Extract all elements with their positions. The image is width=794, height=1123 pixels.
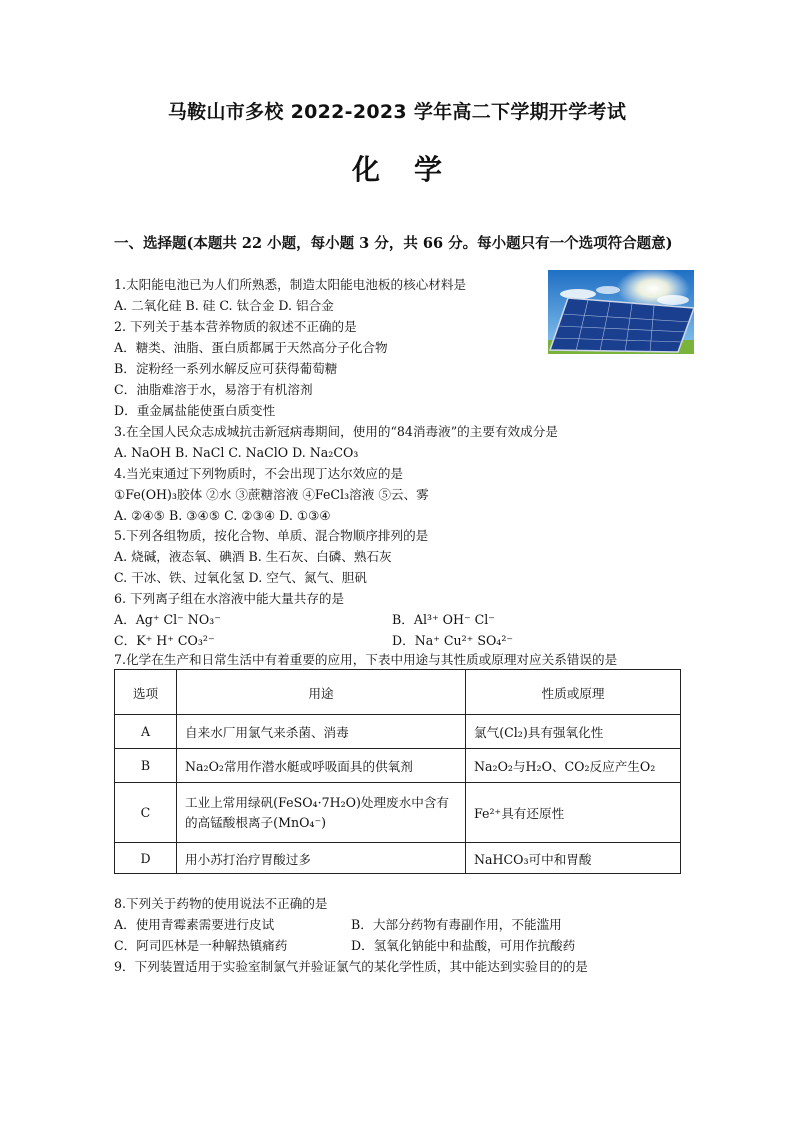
q9-stem: 9．下列装置适用于实验室制氯气并验证氯气的某化学性质，其中能达到实验目的的是 — [114, 959, 588, 974]
q7-table — [114, 669, 681, 874]
q8-option-a: A．使用青霉素需要进行皮试 — [114, 917, 275, 932]
table-header-row — [115, 670, 681, 715]
q6-stem: 6. 下列离子组在水溶液中能大量共存的是 — [114, 591, 345, 606]
table-cell: 工业上常用绿矾(FeSO₄·7H₂O)处理废水中含有的高锰酸根离子(MnO₄⁻) — [177, 783, 466, 843]
table-cell: 用小苏打治疗胃酸过多 — [177, 843, 466, 874]
q1-stem: 1.太阳能电池已为人们所熟悉，制造太阳能电池板的核心材料是 — [114, 277, 467, 292]
table-cell: Fe²⁺具有还原性 — [466, 783, 681, 843]
q6-option-b: B．Al³⁺ OH⁻ Cl⁻ — [392, 612, 495, 627]
q4-options: A. ②④⑤ B. ③④⑤ C. ②③④ D. ①③④ — [114, 508, 331, 523]
q3-options: A. NaOH B. NaCl C. NaClO D. Na₂CO₃ — [114, 445, 359, 460]
q5-options-ab: A. 烧碱，液态氧、碘酒 B. 生石灰、白磷、熟石灰 — [114, 549, 392, 564]
q3-stem: 3.在全国人民众志成城抗击新冠病毒期间，使用的“84消毒液”的主要有效成分是 — [114, 424, 558, 439]
q4-stem: 4.当光束通过下列物质时，不会出现丁达尔效应的是 — [114, 466, 404, 481]
q8-option-c: C．阿司匹林是一种解热镇痛药 — [114, 938, 288, 953]
table-row — [115, 749, 681, 783]
q6-option-a: A．Ag⁺ Cl⁻ NO₃⁻ — [114, 612, 221, 627]
table-cell: Na₂O₂与H₂O、CO₂反应产生O₂ — [466, 749, 681, 783]
solar-panel-photo — [548, 270, 694, 354]
q1-options: A. 二氧化硅 B. 硅 C. 钛合金 D. 铝合金 — [114, 298, 334, 313]
section-heading: 一、选择题(本题共 22 小题，每小题 3 分，共 66 分。每小题只有一个选项符合题意) — [114, 235, 673, 252]
q8-stem: 8.下列关于药物的使用说法不正确的是 — [114, 896, 328, 911]
table-cell: C — [115, 783, 177, 843]
exam-title: 马鞍山市多校 2022-2023 学年高二下学期开学考试 — [167, 101, 627, 123]
table-row — [115, 715, 681, 749]
q2-option-a: A．糖类、油脂、蛋白质都属于天然高分子化合物 — [114, 340, 388, 355]
table-cell: B — [115, 749, 177, 783]
q6-option-d: D．Na⁺ Cu²⁺ SO₄²⁻ — [392, 633, 514, 648]
table-header: 用途 — [177, 670, 466, 715]
table-cell: 氯气(Cl₂)具有强氧化性 — [466, 715, 681, 749]
table-header: 选项 — [115, 670, 177, 715]
q6-option-c: C．K⁺ H⁺ CO₃²⁻ — [114, 633, 215, 648]
table-cell: Na₂O₂常用作潜水艇或呼吸面具的供氧剂 — [177, 749, 466, 783]
q8-option-b: B．大部分药物有毒副作用，不能滥用 — [351, 917, 562, 932]
table-cell: 自来水厂用氯气来杀菌、消毒 — [177, 715, 466, 749]
subject-title: 化学 — [351, 153, 476, 186]
table-header: 性质或原理 — [466, 670, 681, 715]
table-cell: NaHCO₃可中和胃酸 — [466, 843, 681, 874]
q7-stem: 7.化学在生产和日常生活中有着重要的应用，下表中用途与其性质或原理对应关系错误的是 — [114, 652, 618, 667]
q5-options-cd: C. 干冰、铁、过氧化氢 D. 空气、氮气、胆矾 — [114, 570, 367, 585]
q2-option-b: B．淀粉经一系列水解反应可获得葡萄糖 — [114, 361, 338, 376]
table-cell: A — [115, 715, 177, 749]
table-cell: D — [115, 843, 177, 874]
q2-stem: 2. 下列关于基本营养物质的叙述不正确的是 — [114, 319, 357, 334]
q2-option-c: C．油脂难溶于水，易溶于有机溶剂 — [114, 382, 313, 397]
q5-stem: 5.下列各组物质，按化合物、单质、混合物顺序排列的是 — [114, 528, 429, 543]
table-row — [115, 783, 681, 843]
table-row — [115, 843, 681, 874]
q2-option-d: D．重金属盐能使蛋白质变性 — [114, 403, 276, 418]
q8-option-d: D．氢氧化钠能中和盐酸，可用作抗酸药 — [351, 938, 576, 953]
q4-items: ①Fe(OH)₃胶体 ②水 ③蔗糖溶液 ④FeCl₃溶液 ⑤云、雾 — [114, 487, 429, 502]
